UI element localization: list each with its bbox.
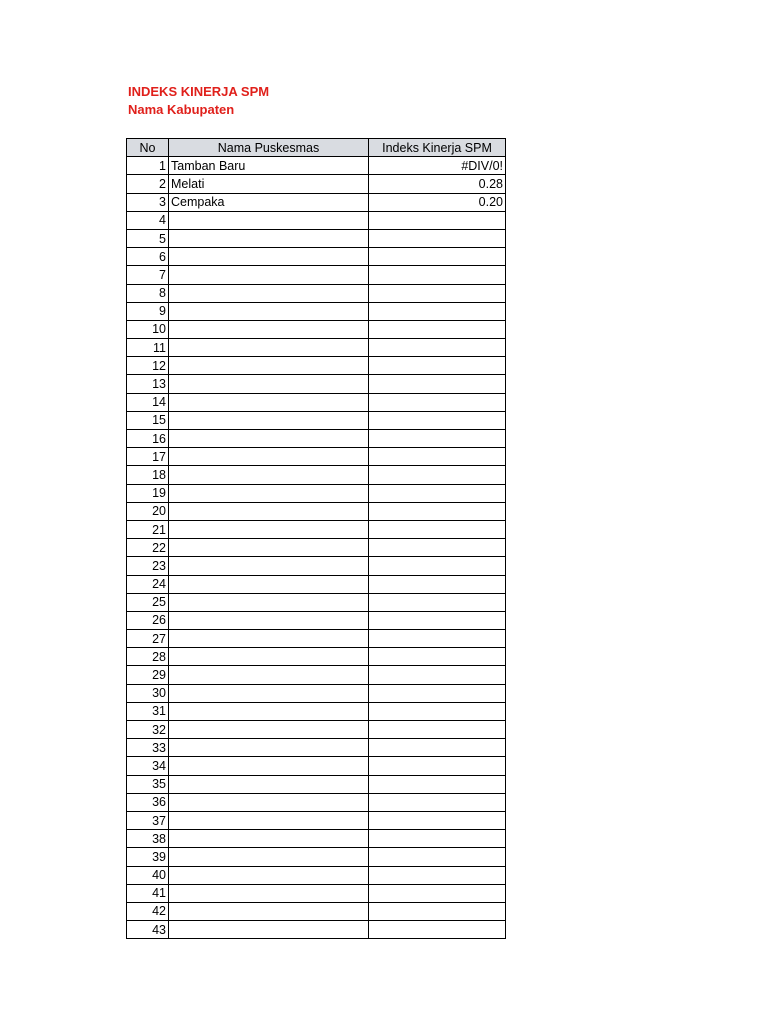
row-number-cell[interactable]: 22: [127, 539, 169, 557]
row-number-cell[interactable]: 26: [127, 611, 169, 629]
row-number-cell[interactable]: 42: [127, 902, 169, 920]
row-number-cell[interactable]: 7: [127, 266, 169, 284]
puskesmas-name-cell[interactable]: [169, 484, 369, 502]
indeks-value-cell[interactable]: [369, 811, 506, 829]
header-no: No: [127, 139, 169, 157]
table-row: [127, 411, 506, 429]
puskesmas-name-cell[interactable]: Melati: [169, 175, 369, 193]
puskesmas-name-cell[interactable]: [169, 848, 369, 866]
table-row: [127, 520, 506, 538]
indeks-value-cell[interactable]: [369, 229, 506, 247]
puskesmas-name-cell[interactable]: [169, 520, 369, 538]
indeks-value-cell[interactable]: [369, 557, 506, 575]
table-row: [127, 539, 506, 557]
table-row: [127, 775, 506, 793]
row-number-cell[interactable]: 32: [127, 721, 169, 739]
indeks-value-cell[interactable]: [369, 430, 506, 448]
row-number-cell[interactable]: 30: [127, 684, 169, 702]
row-number-cell[interactable]: 14: [127, 393, 169, 411]
row-number-cell[interactable]: 23: [127, 557, 169, 575]
row-number-cell[interactable]: 38: [127, 830, 169, 848]
puskesmas-name-cell[interactable]: [169, 466, 369, 484]
indeks-value-cell[interactable]: [369, 630, 506, 648]
puskesmas-name-cell[interactable]: [169, 211, 369, 229]
puskesmas-name-cell[interactable]: [169, 702, 369, 720]
puskesmas-name-cell[interactable]: [169, 666, 369, 684]
row-number-cell[interactable]: 11: [127, 339, 169, 357]
puskesmas-name-cell[interactable]: [169, 793, 369, 811]
indeks-value-cell[interactable]: [369, 757, 506, 775]
row-number-cell[interactable]: 28: [127, 648, 169, 666]
puskesmas-name-cell[interactable]: [169, 902, 369, 920]
puskesmas-name-cell[interactable]: [169, 320, 369, 338]
table-row: [127, 739, 506, 757]
puskesmas-name-cell[interactable]: [169, 684, 369, 702]
table-row: [127, 357, 506, 375]
row-number-cell[interactable]: 20: [127, 502, 169, 520]
puskesmas-name-cell[interactable]: [169, 284, 369, 302]
puskesmas-name-cell[interactable]: [169, 339, 369, 357]
indeks-value-cell[interactable]: #DIV/0!: [369, 157, 506, 175]
table-row: [127, 157, 506, 175]
indeks-value-cell[interactable]: [369, 575, 506, 593]
row-number-cell[interactable]: 19: [127, 484, 169, 502]
header-nama-puskesmas: Nama Puskesmas: [169, 139, 369, 157]
puskesmas-name-cell[interactable]: Tamban Baru: [169, 157, 369, 175]
puskesmas-name-cell[interactable]: [169, 630, 369, 648]
puskesmas-name-cell[interactable]: [169, 866, 369, 884]
row-number-cell[interactable]: 10: [127, 320, 169, 338]
puskesmas-name-cell[interactable]: [169, 593, 369, 611]
indeks-value-cell[interactable]: [369, 484, 506, 502]
table-row: [127, 593, 506, 611]
table-row: [127, 193, 506, 211]
table-row: [127, 248, 506, 266]
document-subtitle: Nama Kabupaten: [128, 102, 235, 117]
header-indeks-kinerja: Indeks Kinerja SPM: [369, 139, 506, 157]
indeks-value-cell[interactable]: [369, 284, 506, 302]
row-number-cell[interactable]: 3: [127, 193, 169, 211]
table-row: [127, 721, 506, 739]
indeks-value-cell[interactable]: 0.20: [369, 193, 506, 211]
indeks-value-cell[interactable]: [369, 539, 506, 557]
indeks-value-cell[interactable]: 0.28: [369, 175, 506, 193]
indeks-value-cell[interactable]: [369, 520, 506, 538]
indeks-value-cell[interactable]: [369, 393, 506, 411]
indeks-value-cell[interactable]: [369, 921, 506, 939]
puskesmas-name-cell[interactable]: [169, 266, 369, 284]
indeks-value-cell[interactable]: [369, 793, 506, 811]
indeks-value-cell[interactable]: [369, 593, 506, 611]
puskesmas-name-cell[interactable]: [169, 393, 369, 411]
indeks-value-cell[interactable]: [369, 739, 506, 757]
indeks-value-cell[interactable]: [369, 902, 506, 920]
puskesmas-name-cell[interactable]: [169, 430, 369, 448]
table-row: [127, 630, 506, 648]
row-number-cell[interactable]: 9: [127, 302, 169, 320]
puskesmas-name-cell[interactable]: [169, 502, 369, 520]
indeks-value-cell[interactable]: [369, 248, 506, 266]
table-row: [127, 339, 506, 357]
table-row: [127, 502, 506, 520]
puskesmas-name-cell[interactable]: [169, 775, 369, 793]
indeks-value-cell[interactable]: [369, 721, 506, 739]
row-number-cell[interactable]: 1: [127, 157, 169, 175]
row-number-cell[interactable]: 31: [127, 702, 169, 720]
row-number-cell[interactable]: 27: [127, 630, 169, 648]
row-number-cell[interactable]: 8: [127, 284, 169, 302]
indeks-value-cell[interactable]: [369, 848, 506, 866]
puskesmas-name-cell[interactable]: [169, 448, 369, 466]
table-row: [127, 466, 506, 484]
puskesmas-name-cell[interactable]: [169, 411, 369, 429]
table-row: [127, 320, 506, 338]
puskesmas-name-cell[interactable]: [169, 884, 369, 902]
row-number-cell[interactable]: 25: [127, 593, 169, 611]
puskesmas-name-cell[interactable]: [169, 611, 369, 629]
row-number-cell[interactable]: 17: [127, 448, 169, 466]
row-number-cell[interactable]: 13: [127, 375, 169, 393]
puskesmas-name-cell[interactable]: [169, 811, 369, 829]
spm-table: [126, 138, 506, 939]
table-row: [127, 884, 506, 902]
indeks-value-cell[interactable]: [369, 339, 506, 357]
indeks-value-cell[interactable]: [369, 357, 506, 375]
puskesmas-name-cell[interactable]: [169, 557, 369, 575]
puskesmas-name-cell[interactable]: Cempaka: [169, 193, 369, 211]
row-number-cell[interactable]: 41: [127, 884, 169, 902]
row-number-cell[interactable]: 15: [127, 411, 169, 429]
indeks-value-cell[interactable]: [369, 411, 506, 429]
table-row: [127, 793, 506, 811]
row-number-cell[interactable]: 34: [127, 757, 169, 775]
indeks-value-cell[interactable]: [369, 320, 506, 338]
document-title: INDEKS KINERJA SPM: [128, 84, 270, 99]
puskesmas-name-cell[interactable]: [169, 248, 369, 266]
row-number-cell[interactable]: 18: [127, 466, 169, 484]
table-row: [127, 448, 506, 466]
row-number-cell[interactable]: 12: [127, 357, 169, 375]
row-number-cell[interactable]: 36: [127, 793, 169, 811]
indeks-value-cell[interactable]: [369, 884, 506, 902]
row-number-cell[interactable]: 35: [127, 775, 169, 793]
table-row: [127, 557, 506, 575]
row-number-cell[interactable]: 29: [127, 666, 169, 684]
puskesmas-name-cell[interactable]: [169, 721, 369, 739]
indeks-value-cell[interactable]: [369, 448, 506, 466]
table-row: [127, 611, 506, 629]
row-number-cell[interactable]: 5: [127, 229, 169, 247]
indeks-value-cell[interactable]: [369, 375, 506, 393]
table-row: [127, 211, 506, 229]
table-row: [127, 375, 506, 393]
indeks-value-cell[interactable]: [369, 502, 506, 520]
indeks-value-cell[interactable]: [369, 211, 506, 229]
table-row: [127, 393, 506, 411]
table-row: [127, 830, 506, 848]
table-row: [127, 848, 506, 866]
table-row: [127, 811, 506, 829]
indeks-value-cell[interactable]: [369, 302, 506, 320]
indeks-value-cell[interactable]: [369, 830, 506, 848]
table-row: [127, 902, 506, 920]
table-header-row: [127, 139, 506, 157]
puskesmas-name-cell[interactable]: [169, 302, 369, 320]
row-number-cell[interactable]: 43: [127, 921, 169, 939]
row-number-cell[interactable]: 33: [127, 739, 169, 757]
row-number-cell[interactable]: 6: [127, 248, 169, 266]
row-number-cell[interactable]: 37: [127, 811, 169, 829]
table-row: [127, 702, 506, 720]
table-row: [127, 430, 506, 448]
table-row: [127, 284, 506, 302]
row-number-cell[interactable]: 4: [127, 211, 169, 229]
puskesmas-name-cell[interactable]: [169, 575, 369, 593]
puskesmas-name-cell[interactable]: [169, 648, 369, 666]
table-row: [127, 866, 506, 884]
table-row: [127, 921, 506, 939]
puskesmas-name-cell[interactable]: [169, 229, 369, 247]
table-row: [127, 484, 506, 502]
row-number-cell[interactable]: 39: [127, 848, 169, 866]
table-row: [127, 266, 506, 284]
indeks-value-cell[interactable]: [369, 684, 506, 702]
puskesmas-name-cell[interactable]: [169, 830, 369, 848]
indeks-value-cell[interactable]: [369, 666, 506, 684]
row-number-cell[interactable]: 21: [127, 520, 169, 538]
indeks-value-cell[interactable]: [369, 866, 506, 884]
indeks-value-cell[interactable]: [369, 702, 506, 720]
table-row: [127, 302, 506, 320]
puskesmas-name-cell[interactable]: [169, 757, 369, 775]
indeks-value-cell[interactable]: [369, 775, 506, 793]
table-row: [127, 684, 506, 702]
table-row: [127, 175, 506, 193]
table-row: [127, 575, 506, 593]
row-number-cell[interactable]: 24: [127, 575, 169, 593]
puskesmas-name-cell[interactable]: [169, 921, 369, 939]
indeks-value-cell[interactable]: [369, 648, 506, 666]
puskesmas-name-cell[interactable]: [169, 357, 369, 375]
row-number-cell[interactable]: 2: [127, 175, 169, 193]
table-row: [127, 757, 506, 775]
row-number-cell[interactable]: 40: [127, 866, 169, 884]
table-row: [127, 229, 506, 247]
row-number-cell[interactable]: 16: [127, 430, 169, 448]
indeks-value-cell[interactable]: [369, 266, 506, 284]
indeks-value-cell[interactable]: [369, 611, 506, 629]
table-row: [127, 666, 506, 684]
puskesmas-name-cell[interactable]: [169, 739, 369, 757]
indeks-value-cell[interactable]: [369, 466, 506, 484]
table-row: [127, 648, 506, 666]
puskesmas-name-cell[interactable]: [169, 375, 369, 393]
puskesmas-name-cell[interactable]: [169, 539, 369, 557]
